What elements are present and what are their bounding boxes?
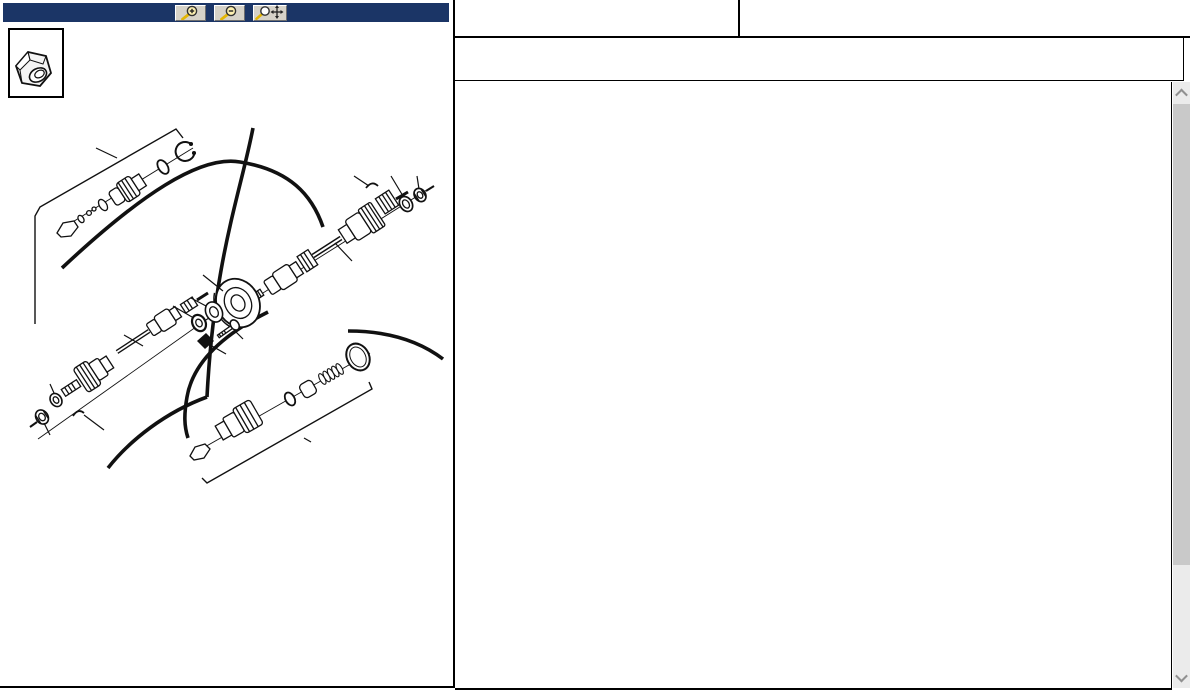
scrollbar-up-button[interactable]: [1173, 82, 1190, 104]
table-scrollbar[interactable]: [1173, 82, 1190, 688]
parts-table: [455, 82, 1172, 688]
zoom-out-icon: [218, 5, 242, 20]
zoom-pan-button[interactable]: [253, 5, 287, 21]
zoom-toolbar: [3, 3, 449, 22]
page-title: [740, 0, 1190, 36]
nut-thumbnail-icon: [10, 40, 60, 94]
exploded-diagram-svg: [0, 100, 455, 558]
table-bottom-border: [455, 688, 1172, 690]
chevron-down-icon: [1175, 669, 1188, 682]
scrollbar-down-button[interactable]: [1173, 666, 1190, 688]
section-title-row: [455, 38, 1184, 81]
zoom-in-button[interactable]: [175, 5, 206, 21]
chevron-up-icon: [1175, 88, 1188, 101]
header-code-cell: [455, 0, 740, 36]
diagram-panel: [0, 0, 455, 688]
scrollbar-thumb[interactable]: [1173, 104, 1190, 565]
zoom-out-button[interactable]: [214, 5, 245, 21]
page-header: [455, 0, 1190, 38]
zoom-pan-icon: [255, 5, 285, 20]
part-thumbnail[interactable]: [8, 28, 64, 98]
exploded-diagram[interactable]: [0, 100, 455, 558]
zoom-in-icon: [179, 5, 203, 20]
